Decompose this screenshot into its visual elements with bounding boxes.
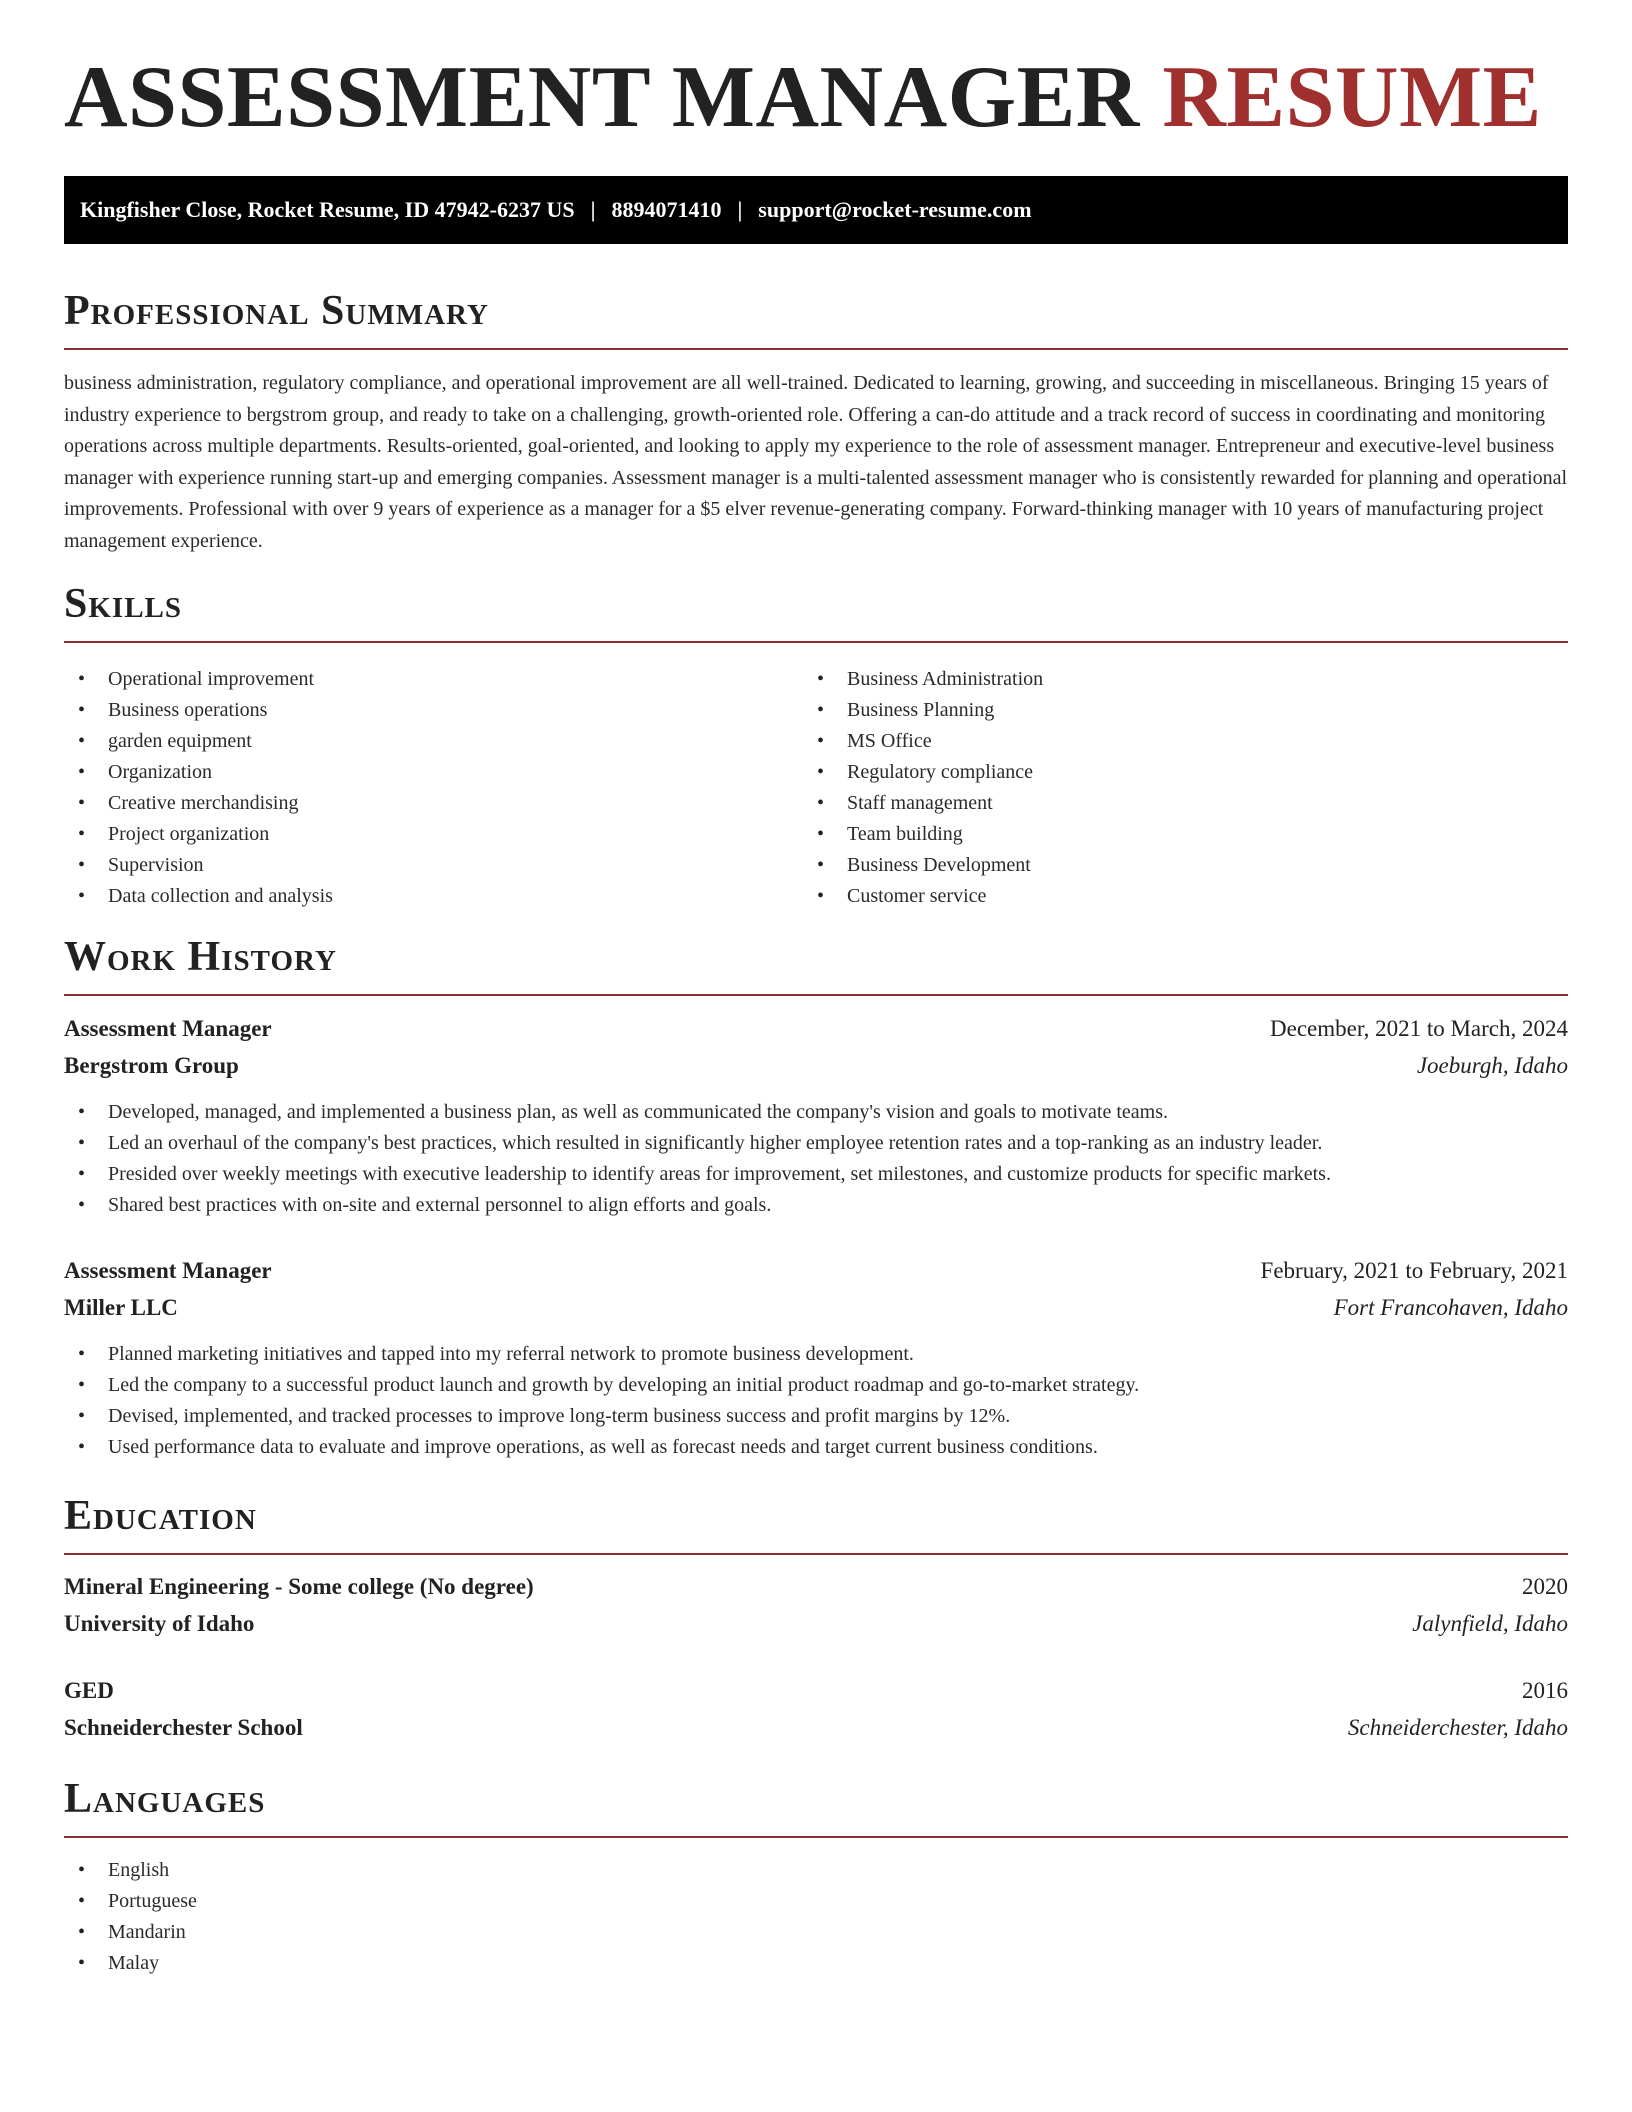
job-bullet: • Led the company to a successful product launch and growth by developing an initial product roadmap and go-to-market strategy. [64,1370,1568,1401]
title-main: ASSESSMENT MANAGER [64,49,1140,146]
language-item: • English [64,1855,1568,1886]
section-title-languages: Languages [64,1778,1568,1838]
job-bullets [64,1339,1568,1463]
skill-item: • Staff management [803,788,1503,819]
skill-item: • Business Planning [803,695,1503,726]
skill-item: • Project organization [64,819,764,850]
skills-list-right [803,664,1503,912]
job-title: Assessment Manager [64,1258,272,1283]
skill-item: • Operational improvement [64,664,764,695]
skills-list-left [64,664,764,912]
job-bullet: • Developed, managed, and implemented a business plan, as well as communicated the company's vision and goals to motivate teams. [64,1097,1568,1128]
job-bullets [64,1097,1568,1221]
education-school: Schneiderchester School [64,1715,303,1740]
section-title-summary: Professional Summary [64,290,1568,350]
job-bullet: • Led an overhaul of the company's best practices, which resulted in significantly higher employee retention rates and a top-ranking as an industry leader. [64,1128,1568,1159]
resume-title [64,49,1542,146]
job-bullet: • Presided over weekly meetings with executive leadership to identify areas for improvement, set milestones, and customize products for specific markets. [64,1159,1568,1190]
language-item: • Malay [64,1948,1568,1979]
job-bullet: • Devised, implemented, and tracked processes to improve long-term business success and profit margins by 12%. [64,1401,1568,1432]
education-year: 2016 [1522,1678,1568,1703]
education-school: University of Idaho [64,1611,255,1636]
languages-list [64,1855,1568,1979]
job-header-row [64,1014,1568,1044]
education-location: Jalynfield, Idaho [1412,1611,1568,1636]
job-dates: December, 2021 to March, 2024 [1270,1016,1568,1041]
skill-item: • Creative merchandising [64,788,764,819]
job-dates: February, 2021 to February, 2021 [1260,1258,1568,1283]
language-item: • Portuguese [64,1886,1568,1917]
job-bullet: • Used performance data to evaluate and improve operations, as well as forecast needs and target current business conditions. [64,1432,1568,1463]
education-year: 2020 [1522,1574,1568,1599]
skill-item: • Supervision [64,850,764,881]
skill-item: • Business Development [803,850,1503,881]
skill-item: • Business operations [64,695,764,726]
contact-address: Kingfisher Close, Rocket Resume, ID 47942-6237 US [80,197,575,222]
section-title-education: Education [64,1495,1568,1555]
job-location: Fort Francohaven, Idaho [1333,1295,1568,1320]
education-header-row [64,1572,1568,1602]
education-degree: GED [64,1678,114,1703]
skill-item: • Business Administration [803,664,1503,695]
job-company-row [64,1293,1568,1323]
education-school-row [64,1609,1568,1639]
education-school-row [64,1713,1568,1743]
section-title-work: Work History [64,936,1568,996]
job-title: Assessment Manager [64,1016,272,1041]
job-company-row [64,1051,1568,1081]
title-accent: RESUME [1162,49,1542,146]
contact-bar [64,176,1568,244]
skill-item: • Regulatory compliance [803,757,1503,788]
job-company: Bergstrom Group [64,1053,239,1078]
contact-email: support@rocket-resume.com [758,197,1032,222]
contact-phone: 8894071410 [611,197,722,222]
skill-item: • garden equipment [64,726,764,757]
education-degree: Mineral Engineering - Some college (No degree) [64,1574,534,1599]
summary-text: business administration, regulatory compliance, and operational improvement are all well-trained. Dedicated to learning, growing, and succeeding in miscellaneous. Bringing 15 years of industry experience to bergstrom group, and ready to take on a challenging, growth-oriented role. Offering a can-do attitude and a track record of success in coordinating and monitoring operations across multiple departments. Results-oriented, goal-oriented, and looking to apply my experience to the role of assessment manager. Entrepreneur and executive-level business manager with experience running start-up and emerging companies. Assessment manager is a multi-talented assessment manager who is consistently rewarded for planning and operational improvements. Professional with over 9 years of experience as a manager for a $5 elver revenue-generating company. Forward-thinking manager with 10 years of manufacturing project management experience. [64,372,1568,552]
contact-separator: | [590,197,596,222]
job-bullet: • Planned marketing initiatives and tapped into my referral network to promote business development. [64,1339,1568,1370]
job-header-row [64,1256,1568,1286]
section-title-skills: Skills [64,583,1568,643]
job-bullet: • Shared best practices with on-site and external personnel to align efforts and goals. [64,1190,1568,1221]
skill-item: • Team building [803,819,1503,850]
contact-separator: | [737,197,743,222]
job-company: Miller LLC [64,1295,178,1320]
job-location: Joeburgh, Idaho [1416,1053,1568,1078]
skill-item: • Data collection and analysis [64,881,764,912]
skill-item: • Customer service [803,881,1503,912]
education-header-row [64,1676,1568,1706]
skill-item: • MS Office [803,726,1503,757]
language-item: • Mandarin [64,1917,1568,1948]
skill-item: • Organization [64,757,764,788]
education-location: Schneiderchester, Idaho [1347,1715,1568,1740]
